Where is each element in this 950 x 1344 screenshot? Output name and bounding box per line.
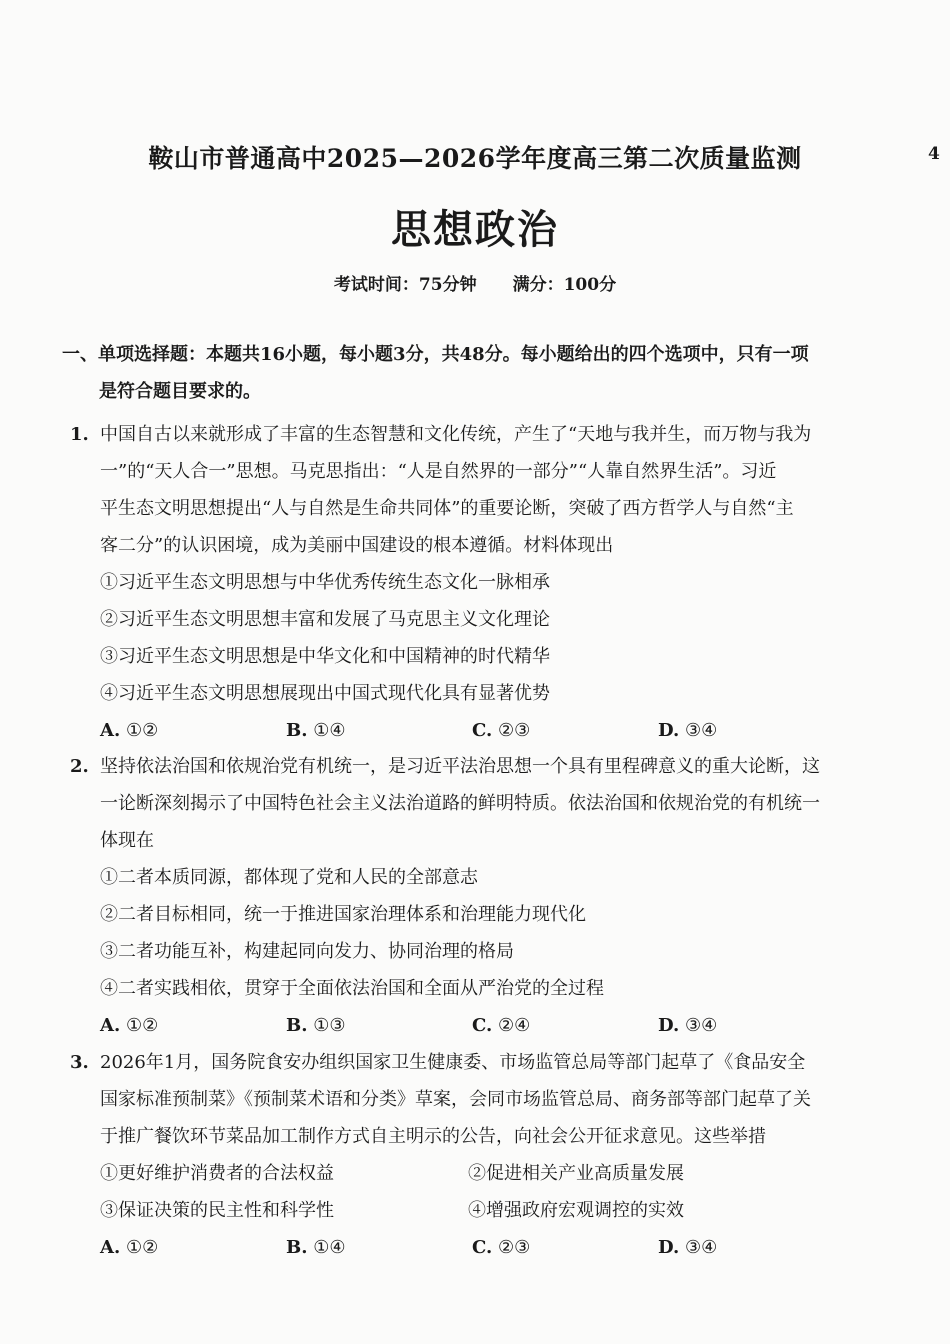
page-number: 4 (928, 144, 940, 164)
exam-score: 满分：100分 (512, 275, 617, 295)
statement: ③保证决策的民主性和科学性 (100, 1200, 334, 1221)
statement: ④习近平生态文明思想展现出中国式现代化具有显著优势 (100, 683, 550, 704)
statement: ①习近平生态文明思想与中华优秀传统生态文化一脉相承 (100, 572, 550, 593)
stem-line: 客二分”的认识困境，成为美丽中国建设的根本遵循。材料体现出 (100, 535, 614, 556)
choice-d[interactable]: D. ③④ (658, 720, 718, 741)
stem-line: 2026年1月，国务院食安办组织国家卫生健康委、市场监管总局等部门起草了《食品安全 (100, 1052, 806, 1073)
stem-line: 体现在 (100, 830, 154, 851)
choice-b[interactable]: B. ①④ (286, 720, 346, 741)
question-stem (70, 416, 870, 453)
exam-time: 考试时间：75分钟 (333, 275, 477, 295)
statement: ②习近平生态文明思想丰富和发展了马克思主义文化理论 (100, 609, 550, 630)
stem-line: 一”的“天人合一”思想。马克思指出：“人是自然界的一部分”“人靠自然界生活”。习近 (100, 461, 777, 482)
statement: ①更好维护消费者的合法权益 (100, 1163, 334, 1184)
choice-d[interactable]: D. ③④ (658, 1015, 718, 1036)
question-stem (70, 748, 870, 785)
statement-row (70, 1155, 870, 1192)
answer-choices (70, 1229, 870, 1266)
statement: ③习近平生态文明思想是中华文化和中国精神的时代精华 (100, 646, 550, 667)
stem-line: 坚持依法治国和依规治党有机统一，是习近平法治思想一个具有里程碑意义的重大论断，这 (100, 756, 820, 777)
question-1 (70, 416, 870, 749)
choice-b[interactable]: B. ①④ (286, 1237, 346, 1258)
stem-line: 平生态文明思想提出“人与自然是生命共同体”的重要论断，突破了西方哲学人与自然“主 (100, 498, 794, 519)
choice-a[interactable]: A. ①② (100, 1015, 159, 1036)
statement: ④二者实践相依，贯穿于全面依法治国和全面从严治党的全过程 (100, 978, 604, 999)
exam-title: 鞍山市普通高中2025—2026学年度高三第二次质量监测 (148, 144, 802, 173)
subject-title: 思想政治 (391, 206, 559, 253)
question-number: 1. (70, 424, 89, 445)
statement: ④增强政府宏观调控的实效 (468, 1200, 684, 1221)
stem-line: 国家标准预制菜》《预制菜术语和分类》草案，会同市场监管总局、商务部等部门起草了关 (100, 1089, 811, 1110)
stem-line: 一论断深刻揭示了中国特色社会主义法治道路的鲜明特质。依法治国和依规治党的有机统一 (100, 793, 820, 814)
section-heading-line: 一、单项选择题：本题共16小题，每小题3分，共48分。每小题给出的四个选项中，只有一项 (62, 344, 809, 365)
choice-b[interactable]: B. ①③ (286, 1015, 346, 1036)
stem-line: 中国自古以来就形成了丰富的生态智慧和文化传统，产生了“天地与我并生，而万物与我为 (100, 424, 812, 445)
statement: ③二者功能互补，构建起同向发力、协同治理的格局 (100, 941, 514, 962)
statement: ②促进相关产业高质量发展 (468, 1163, 684, 1184)
question-2 (70, 748, 870, 1044)
answer-choices (70, 712, 870, 749)
choice-d[interactable]: D. ③④ (658, 1237, 718, 1258)
answer-choices (70, 1007, 870, 1044)
question-number: 3. (70, 1052, 89, 1073)
choice-c[interactable]: C. ②③ (472, 720, 531, 741)
choice-c[interactable]: C. ②③ (472, 1237, 531, 1258)
stem-line: 于推广餐饮环节菜品加工制作方式自主明示的公告，向社会公开征求意见。这些举措 (100, 1126, 766, 1147)
choice-a[interactable]: A. ①② (100, 720, 159, 741)
exam-meta (0, 270, 950, 295)
question-stem (70, 1044, 870, 1081)
question-number: 2. (70, 756, 89, 777)
statement: ①二者本质同源，都体现了党和人民的全部意志 (100, 867, 478, 888)
choice-c[interactable]: C. ②④ (472, 1015, 531, 1036)
choice-a[interactable]: A. ①② (100, 1237, 159, 1258)
statement: ②二者目标相同，统一于推进国家治理体系和治理能力现代化 (100, 904, 586, 925)
statement-row (70, 1192, 870, 1229)
section-heading-line: 是符合题目要求的。 (99, 381, 261, 402)
question-3 (70, 1044, 870, 1266)
section-heading (62, 336, 862, 410)
